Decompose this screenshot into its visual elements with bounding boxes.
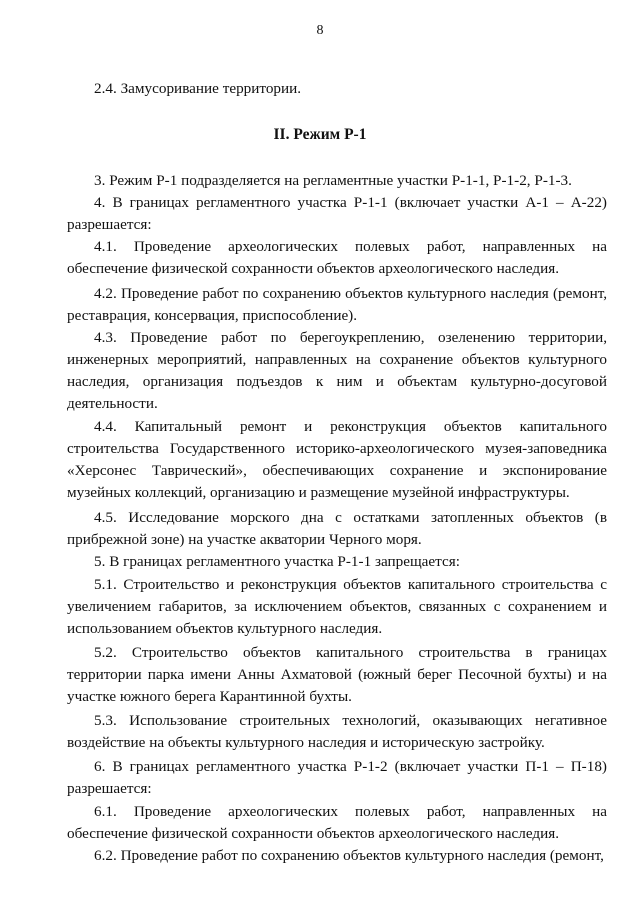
paragraph-6-2: 6.2. Проведение работ по сохранению объектов культурного наследия (ремонт, bbox=[94, 847, 604, 864]
paragraph-5: 5. В границах регламентного участка Р-1-1 запрещается: bbox=[94, 553, 460, 570]
paragraph-6-1: 6.1. Проведение археологических полевых работ, направленных на обеспечение физической сохранности объектов археологического наследия. bbox=[67, 803, 607, 842]
paragraph-4-5: 4.5. Исследование морского дна с остатками затопленных объектов (в прибрежной зоне) на участке акватории Черного моря. bbox=[67, 509, 607, 548]
paragraph-4-4: 4.4. Капитальный ремонт и реконструкция объектов капитального строительства Государственного историко-археологического музея-заповедника «Херсонес Таврический», обеспечивающих сохранение и экспонирование музейных коллекций, организацию и размещение музейной инфраструктуры. bbox=[67, 418, 607, 501]
paragraph-5-1: 5.1. Строительство и реконструкция объектов капитального строительства с увеличением габаритов, за исключением объектов, связанных с сохранением и использованием объектов культурного наследия. bbox=[67, 576, 607, 637]
paragraph-2-4: 2.4. Замусоривание территории. bbox=[94, 80, 302, 97]
paragraph-6: 6. В границах регламентного участка Р-1-2 (включает участки П-1 – П-18) разрешается: bbox=[67, 758, 607, 797]
paragraph-3: 3. Режим Р-1 подразделяется на регламентные участки Р-1-1, Р-1-2, Р-1-3. bbox=[94, 172, 572, 189]
paragraph-4-1: 4.1. Проведение археологических полевых работ, направленных на обеспечение физической сохранности объектов археологического наследия. bbox=[67, 238, 607, 277]
page-number: 8 bbox=[316, 23, 324, 38]
section-heading: II. Режим Р-1 bbox=[273, 126, 367, 143]
paragraph-5-2: 5.2. Строительство объектов капитального строительства в границах территории парка имени Анны Ахматовой (южный берег Песочной бухты) и на участке южного берега Карантинной бухты. bbox=[67, 644, 607, 705]
paragraph-4: 4. В границах регламентного участка Р-1-1 (включает участки А-1 – А-22) разрешается: bbox=[67, 194, 607, 233]
paragraph-5-3: 5.3. Использование строительных технологий, оказывающих негативное воздействие на объекты культурного наследия и историческую застройку. bbox=[67, 712, 607, 751]
paragraph-4-3: 4.3. Проведение работ по берегоукреплению, озеленению территории, инженерных мероприятий, направленных на сохранение объектов культурного наследия, организация подъездов к ним и объектам культурно-досуговой деятельности. bbox=[67, 329, 607, 412]
paragraph-4-2: 4.2. Проведение работ по сохранению объектов культурного наследия (ремонт, реставрация, консервация, приспособление). bbox=[67, 285, 607, 324]
